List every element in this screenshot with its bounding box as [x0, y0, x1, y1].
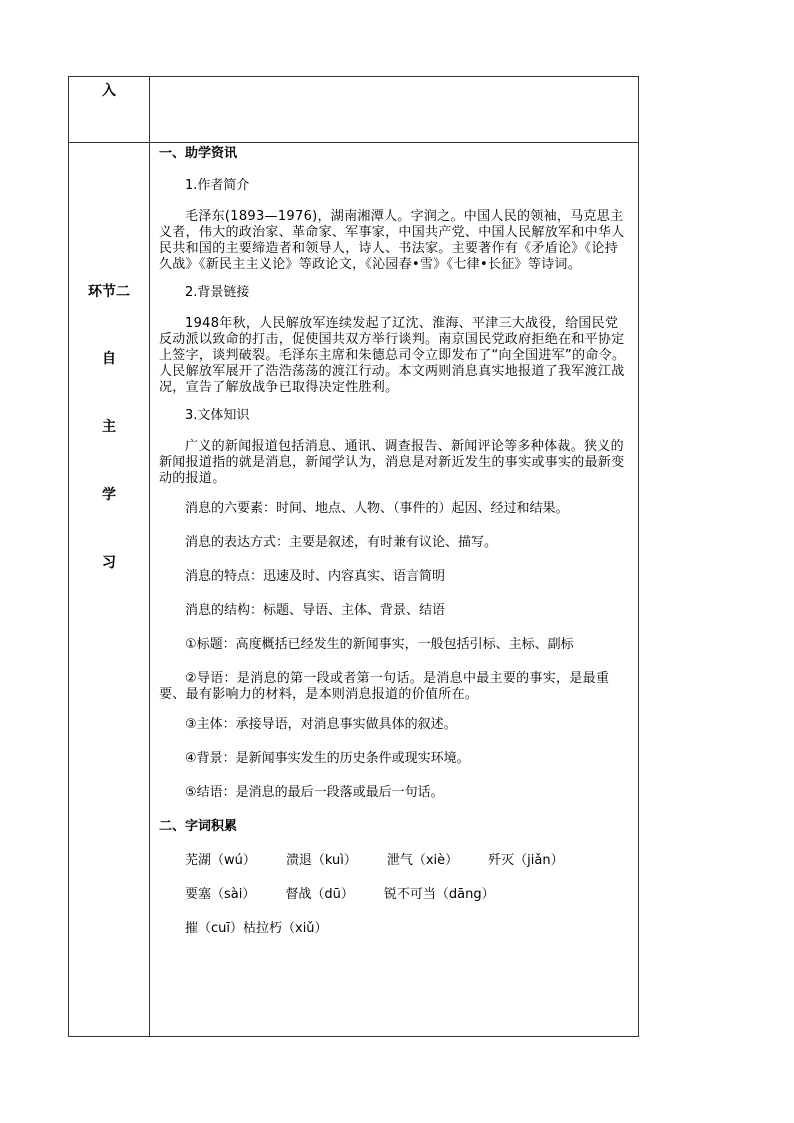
vocab-row-3	[185, 921, 630, 941]
row1-content-cell	[150, 77, 639, 143]
vocab-item: 摧（cuī）枯拉朽（xiǔ）	[185, 921, 328, 936]
section1-title: 一、助学资讯	[159, 146, 238, 161]
section2-title: 二、字词积累	[159, 819, 238, 834]
author-paragraph: 毛泽东(1893—1976)，湖南湘潭人。字润之。中国人民的领袖，马克思主义者，伟大的政治家、革命家、军事家，中国共产党、中国人民解放军和中华人民共和国的主要缔造者和领导人，诗人、书法家。主要著作有《矛盾论》《论持久战》《新民主主义论》等政论文，《沁园春•雪》《七律•长征》等诗词。	[159, 209, 625, 272]
vocab-item: 督战（dū）	[285, 887, 354, 902]
vocab-item: 歼灭（jiǎn）	[488, 853, 564, 868]
six-elements-line: 消息的六要素：时间、地点、人物、（事件的）起因、经过和结果。	[185, 501, 569, 516]
features-line: 消息的特点：迅速及时、内容真实、语言简明	[185, 569, 446, 584]
genre-paragraph: 广义的新闻报道包括消息、通讯、调查报告、新闻评论等多种体裁。狭义的新闻报道指的就是消息，新闻学认为，消息是对新近发生的事实或事实的最新变动的报道。	[159, 439, 625, 486]
stage-char-4: 习	[102, 555, 116, 571]
background-paragraph: 1948年秋，人民解放军连续发起了辽沈、淮海、平津三大战役，给国民党反动派以致命的打击，促使国共双方举行谈判。南京国民党政府拒绝在和平协定上签字，谈判破裂。毛泽东主席和朱德总司令立即发布了“向全国进军”的命令。人民解放军展开了浩浩荡荡的渡江行动。本文两则消息真实地报道了我军渡江战况，宣告了解放战争已取得决定性胜利。	[159, 316, 626, 395]
lesson-table	[68, 76, 639, 1037]
title-line: ①标题：高度概括已经发生的新闻事实，一般包括引标、主标、副标	[185, 637, 574, 652]
vocab-row-1	[185, 853, 630, 873]
ending-line: ⑤结语：是消息的最后一段落或最后一句话。	[185, 785, 444, 800]
table-row	[69, 77, 639, 143]
stage-char-1: 自	[102, 351, 116, 367]
vocab-row-2	[185, 887, 630, 907]
stage-char-2: 主	[102, 419, 116, 435]
vocab-item: 芜湖（wú）	[185, 853, 256, 868]
table-row	[69, 143, 639, 1037]
structure-line: 消息的结构：标题、导语、主体、背景、结语	[185, 603, 446, 618]
lead-paragraph: ②导语：是消息的第一段或者第一句话。是消息中最主要的事实，是最重要、最有影响力的材料，是本则消息报道的价值所在。	[159, 671, 610, 702]
background-line: ④背景：是新闻事实发生的历史条件或现实环境。	[185, 751, 470, 766]
row2-content-cell	[150, 143, 639, 1037]
vocab-item: 溃退（kuì）	[285, 853, 357, 868]
vocab-item: 泄气（xiè）	[386, 853, 459, 868]
vocab-item: 锐不可当（dāng）	[383, 887, 495, 902]
genre-heading: 3.文体知识	[185, 408, 250, 423]
background-heading: 2.背景链接	[185, 285, 250, 300]
row2-label-cell	[69, 143, 150, 1037]
row1-label-cell	[69, 77, 150, 143]
stage-label: 环节二	[88, 284, 130, 300]
expression-line: 消息的表达方式：主要是叙述，有时兼有议论、描写。	[185, 535, 498, 550]
author-heading: 1.作者简介	[185, 178, 250, 193]
row1-label: 入	[102, 83, 116, 99]
stage-char-3: 学	[102, 487, 116, 503]
vocab-item: 要塞（sài）	[185, 887, 256, 902]
body-line: ③主体：承接导语，对消息事实做具体的叙述。	[185, 717, 457, 732]
